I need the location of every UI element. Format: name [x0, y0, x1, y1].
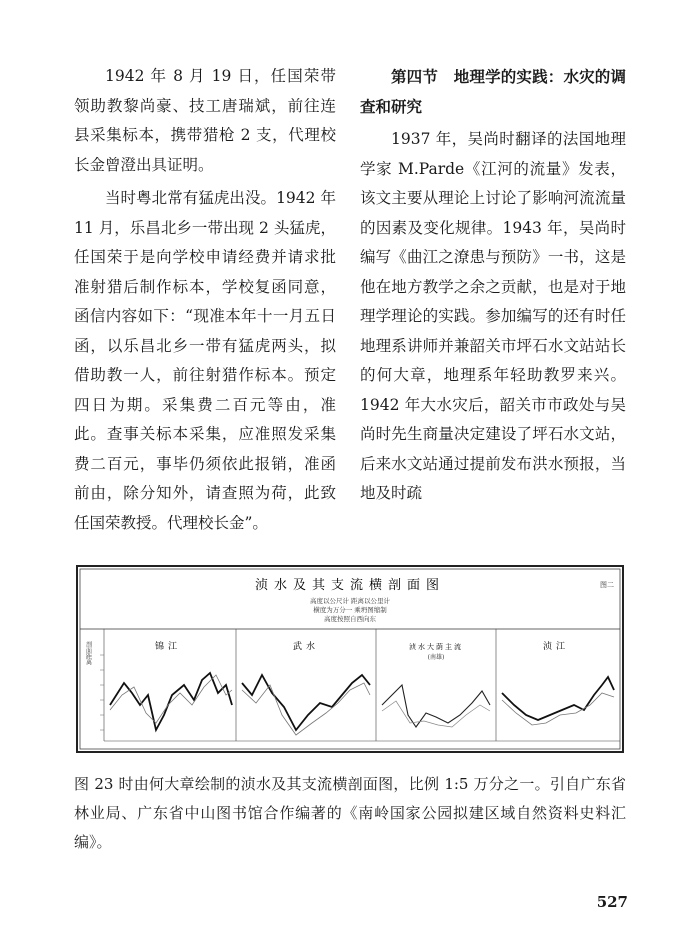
- figure-title: 浈水及其支流横剖面图: [254, 578, 446, 593]
- figure-corner-label: 图二: [600, 581, 614, 589]
- left-paragraph-2: 当时粤北常有猛虎出没。1942 年 11 月，乐昌北乡一带出现 2 头猛虎，任国荣于是向学校申请经费并请求批准射猎后制作标本，学校复函同意，函信内容如下：“现准本年十一月五日函，以乐昌北乡一带有猛虎两头，拟借助教一人，前往射猎作标本。预定四日为期。采集费二百元等由，准此。查事关标本采集，应准照发采集费二百元，事毕仍须依此报销，准函前由，除分知外，请查照为荷，此致任国荣教授。代理校长金”。: [74, 189, 336, 532]
- panel-label-zhenshui-main: 浈水大荫主流: [409, 643, 463, 651]
- figure-subtitle-1: 高度以公尺计 距离以公里计: [309, 597, 391, 605]
- right-paragraph: 1937 年，吴尚时翻译的法国地理学家 M.Parde《江河的流量》发表，该文主要从理论上讨论了影响河流流量的因素及变化规律。1943 年，吴尚时编写《曲江之潦患与预防》一书，这是他在地方教学之余之贡献，也是对于地理学理论的实践。参加编写的还有时任地理系讲师并兼韶关市坪石水文站站长的何大章，地理系年轻助教罗来兴。1942 年大水灾后，韶关市市政处与吴尚时先生商量决定建设了坪石水文站，后来水文站通过提前发布洪水预报，当地及时疏: [360, 130, 626, 502]
- section-heading: 第四节 地理学的实践：水灾的调查和研究: [360, 67, 626, 116]
- right-column: [360, 62, 626, 513]
- figure-side-label: 剖面距离: [84, 641, 92, 665]
- panel-label-wushui: 武水: [292, 642, 320, 652]
- panel-label-zhenjiang: 浈江: [542, 642, 570, 652]
- panel-sublabel-nanxiong: (南雄): [427, 654, 445, 661]
- left-paragraph-1: 1942 年 8 月 19 日，任国荣带领助教黎尚豪、技工唐瑞斌，前往连县采集标本，携带猎枪 2 支，代理校长金曾澄出具证明。: [74, 67, 336, 174]
- figure-caption: 图 23 时由何大章绘制的浈水及其支流横剖面图，比例 1:5 万分之一。引自广东省林业局、广东省中山图书馆合作编著的《南岭国家公园拟建区域自然资料史料汇编》。: [74, 775, 626, 851]
- page-number: 527: [596, 893, 628, 911]
- river-cross-section-figure: [76, 565, 624, 753]
- panel-label-jinjiang: 锦江: [154, 642, 182, 652]
- figure-subtitle-2: 横度为万分一 乘坍图缩制: [313, 606, 387, 614]
- figure-subtitle-3: 高度按照自西向东: [324, 615, 376, 623]
- left-column: [74, 62, 336, 542]
